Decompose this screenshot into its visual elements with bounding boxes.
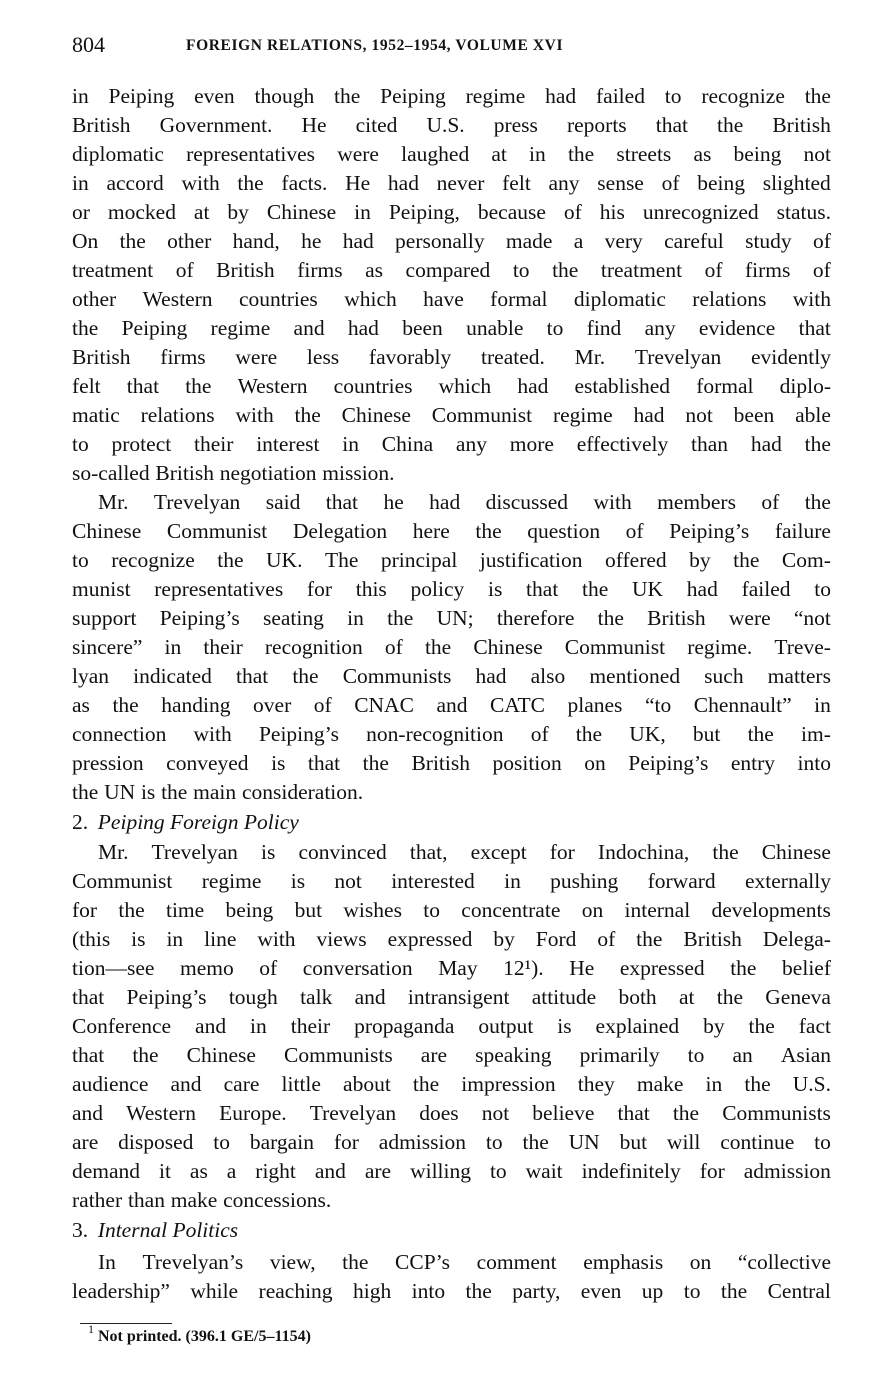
text-line: diplomatic representatives were laughed at in the streets as being not	[72, 142, 831, 166]
text-line: lyan indicated that the Communists had also mentioned such matters	[72, 664, 831, 688]
section-number: 2.	[72, 810, 89, 834]
text-line: pression conveyed is that the British position on Peiping’s entry into	[72, 751, 831, 775]
footnote-text: Not printed. (396.1 GE/5–1154)	[98, 1328, 311, 1345]
text-line: Conference and in their propaganda output is explained by the fact	[72, 1014, 831, 1038]
section-number: 3.	[72, 1218, 89, 1242]
text-line: Mr. Trevelyan said that he had discussed with members of the	[98, 490, 831, 514]
footnote	[88, 1322, 311, 1347]
section-title: Internal Politics	[97, 1218, 239, 1242]
text-line: rather than make concessions.	[72, 1188, 332, 1212]
text-line: British firms were less favorably treated. Mr. Trevelyan evidently	[72, 345, 831, 369]
text-line: in Peiping even though the Peiping regime had failed to recognize the	[72, 84, 831, 108]
text-line: sincere” in their recognition of the Chinese Communist regime. Treve-	[72, 635, 831, 659]
text-line: Mr. Trevelyan is convinced that, except for Indochina, the Chinese	[98, 840, 831, 864]
footnote-marker: 1	[88, 1322, 94, 1336]
text-line: support Peiping’s seating in the UN; therefore the British were “not	[72, 606, 831, 630]
text-line: the UN is the main consideration.	[72, 780, 364, 804]
running-head: FOREIGN RELATIONS, 1952–1954, VOLUME XVI	[186, 37, 564, 54]
text-line: in accord with the facts. He had never felt any sense of being slighted	[72, 171, 831, 195]
text-line: Communist regime is not interested in pushing forward externally	[72, 869, 831, 893]
text-line: so-called British negotiation mission.	[72, 461, 395, 485]
text-line: the Peiping regime and had been unable to find any evidence that	[72, 316, 831, 340]
text-line: Chinese Communist Delegation here the question of Peiping’s failure	[72, 519, 831, 543]
text-line: are disposed to bargain for admission to the UN but will continue to	[72, 1130, 831, 1154]
text-line: matic relations with the Chinese Communist regime had not been able	[72, 403, 831, 427]
text-line: felt that the Western countries which had established formal diplo-	[72, 374, 831, 398]
text-line: and Western Europe. Trevelyan does not believe that the Communists	[72, 1101, 831, 1125]
text-line: (this is in line with views expressed by Ford of the British Delega-	[72, 927, 831, 951]
page-header	[72, 32, 812, 60]
text-line: as the handing over of CNAC and CATC planes “to Chennault” in	[72, 693, 831, 717]
text-line: audience and care little about the impression they make in the U.S.	[72, 1072, 831, 1096]
text-line: connection with Peiping’s non-recognition of the UK, but the im-	[72, 722, 831, 746]
text-line: other Western countries which have formal diplomatic relations with	[72, 287, 831, 311]
section-heading	[72, 808, 831, 837]
page-number: 804	[72, 32, 105, 57]
section-title: Peiping Foreign Policy	[97, 810, 299, 834]
text-line: to recognize the UK. The principal justification offered by the Com-	[72, 548, 831, 572]
text-line: that the Chinese Communists are speaking primarily to an Asian	[72, 1043, 831, 1067]
text-line: tion—see memo of conversation May 12¹). He expressed the belief	[72, 956, 831, 980]
text-line: treatment of British firms as compared to the treatment of firms of	[72, 258, 831, 282]
text-line: for the time being but wishes to concentrate on internal developments	[72, 898, 831, 922]
text-line: that Peiping’s tough talk and intransigent attitude both at the Geneva	[72, 985, 831, 1009]
text-line: In Trevelyan’s view, the CCP’s comment emphasis on “collective	[98, 1250, 831, 1274]
text-line: or mocked at by Chinese in Peiping, because of his unrecognized status.	[72, 200, 831, 224]
text-line: leadership” while reaching high into the party, even up to the Central	[72, 1279, 831, 1303]
text-line: to protect their interest in China any more effectively than had the	[72, 432, 831, 456]
text-line: munist representatives for this policy is that the UK had failed to	[72, 577, 831, 601]
text-line: On the other hand, he had personally made a very careful study of	[72, 229, 831, 253]
section-heading	[72, 1216, 831, 1245]
text-line: British Government. He cited U.S. press reports that the British	[72, 113, 831, 137]
text-line: demand it as a right and are willing to wait indefinitely for admission	[72, 1159, 831, 1183]
